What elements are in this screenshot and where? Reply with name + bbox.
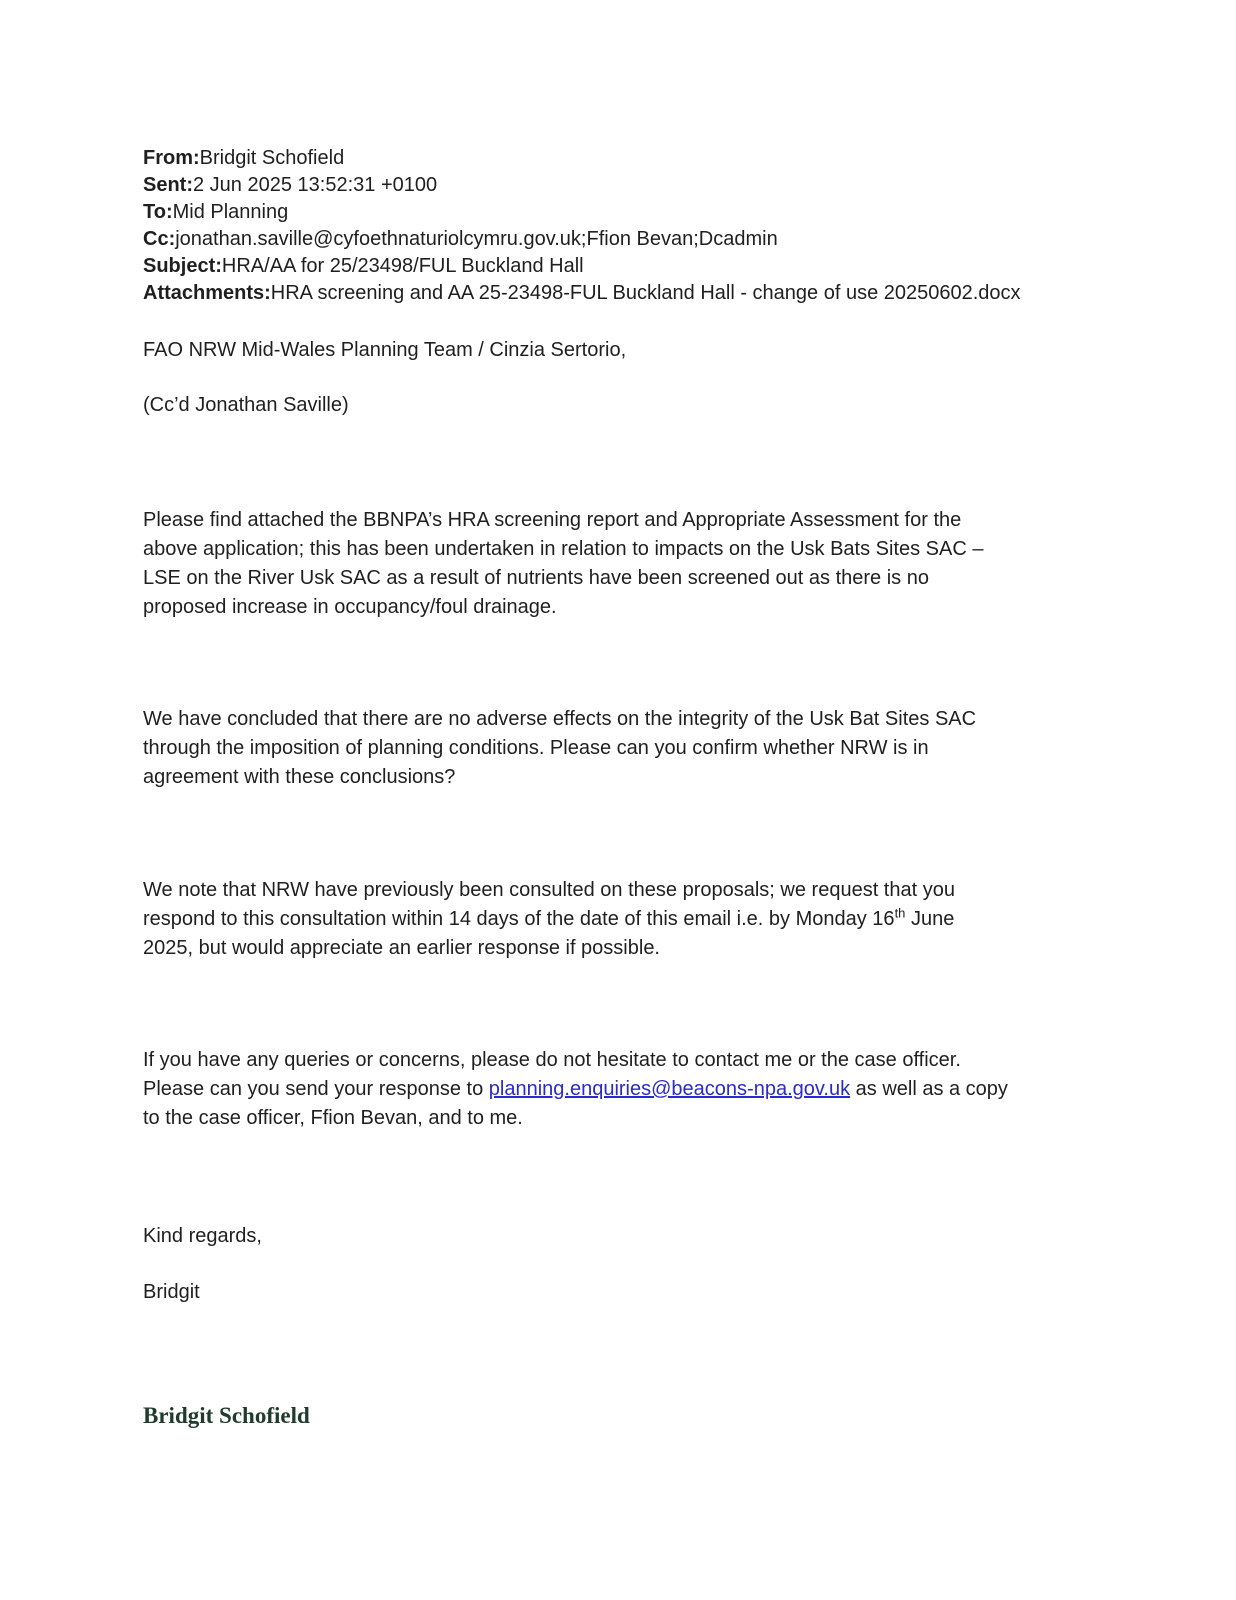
paragraph-3-line-1: We note that NRW have previously been consulted on these proposals; we request that you bbox=[143, 879, 955, 901]
header-value-sent: 2 Jun 2025 13:52:31 +0100 bbox=[193, 174, 438, 196]
paragraph-1-line-2: above application; this has been undertaken in relation to impacts on the Usk Bats Sites SAC – bbox=[143, 538, 984, 560]
cc-note-line: (Cc’d Jonathan Saville) bbox=[143, 394, 349, 416]
paragraph-2-line-1: We have concluded that there are no adverse effects on the integrity of the Usk Bat Sites SAC bbox=[143, 708, 977, 730]
header-row-sent bbox=[143, 172, 1133, 199]
header-row-to bbox=[143, 199, 1133, 226]
paragraph-4-line-2-text: Please can you send your response to bbox=[143, 1078, 489, 1100]
email-header-block bbox=[143, 145, 1133, 307]
header-label-from: From: bbox=[143, 147, 200, 169]
email-content bbox=[143, 145, 1133, 1453]
paragraph-1-line-3: LSE on the River Usk SAC as a result of nutrients have been screened out as there is no bbox=[143, 567, 929, 589]
header-value-to: Mid Planning bbox=[172, 201, 289, 223]
header-label-to: To: bbox=[143, 201, 173, 223]
paragraph-4-line-2 bbox=[143, 1075, 1133, 1104]
header-row-attachments bbox=[143, 280, 1133, 307]
planning-enquiries-email-link[interactable]: planning.enquiries@beacons-npa.gov.uk bbox=[488, 1078, 851, 1100]
header-row-from bbox=[143, 145, 1133, 172]
closing-line: Kind regards, bbox=[143, 1225, 262, 1247]
header-row-cc bbox=[143, 226, 1133, 253]
paragraph-2-line-3: agreement with these conclusions? bbox=[143, 766, 456, 788]
paragraph-3-line-2-text-after: June bbox=[905, 908, 955, 930]
header-row-subject bbox=[143, 253, 1133, 280]
paragraph-2-line-2: through the imposition of planning conditions. Please can you confirm whether NRW is in bbox=[143, 737, 929, 759]
header-value-cc: jonathan.saville@cyfoethnaturiolcymru.gov.uk;Ffion Bevan;Dcadmin bbox=[175, 228, 778, 250]
paragraph-2 bbox=[143, 705, 1133, 792]
header-label-sent: Sent: bbox=[143, 174, 193, 196]
paragraph-1-line-1: Please find attached the BBNPA’s HRA screening report and Appropriate Assessment for the bbox=[143, 509, 962, 531]
paragraph-4-line-3: to the case officer, Ffion Bevan, and to me. bbox=[143, 1107, 523, 1129]
paragraph-3-line-2 bbox=[143, 905, 1133, 934]
paragraph-3 bbox=[143, 876, 1133, 963]
ordinal-superscript: th bbox=[894, 905, 906, 921]
paragraph-4 bbox=[143, 1046, 1133, 1133]
header-value-from: Bridgit Schofield bbox=[199, 147, 345, 169]
paragraph-1-line-4: proposed increase in occupancy/foul drainage. bbox=[143, 596, 557, 618]
paragraph-3-line-3: 2025, but would appreciate an earlier response if possible. bbox=[143, 937, 660, 959]
paragraph-4-line-1: If you have any queries or concerns, please do not hesitate to contact me or the case officer. bbox=[143, 1049, 961, 1071]
header-label-cc: Cc: bbox=[143, 228, 176, 250]
header-value-subject: HRA/AA for 25/23498/FUL Buckland Hall bbox=[221, 255, 584, 277]
signature-name: Bridgit Schofield bbox=[143, 1403, 310, 1428]
header-value-attachments: HRA screening and AA 25-23498-FUL Buckland Hall - change of use 20250602.docx bbox=[270, 282, 1021, 304]
paragraph-3-line-2-text: respond to this consultation within 14 days of the date of this email i.e. by Monday 16 bbox=[143, 908, 895, 930]
header-label-subject: Subject: bbox=[143, 255, 222, 277]
paragraph-1 bbox=[143, 506, 1133, 622]
header-label-attachments: Attachments: bbox=[143, 282, 271, 304]
signoff-name: Bridgit bbox=[143, 1281, 200, 1303]
greeting-line: FAO NRW Mid-Wales Planning Team / Cinzia Sertorio, bbox=[143, 339, 627, 361]
paragraph-4-line-2-text-after: as well as a copy bbox=[850, 1078, 1008, 1100]
